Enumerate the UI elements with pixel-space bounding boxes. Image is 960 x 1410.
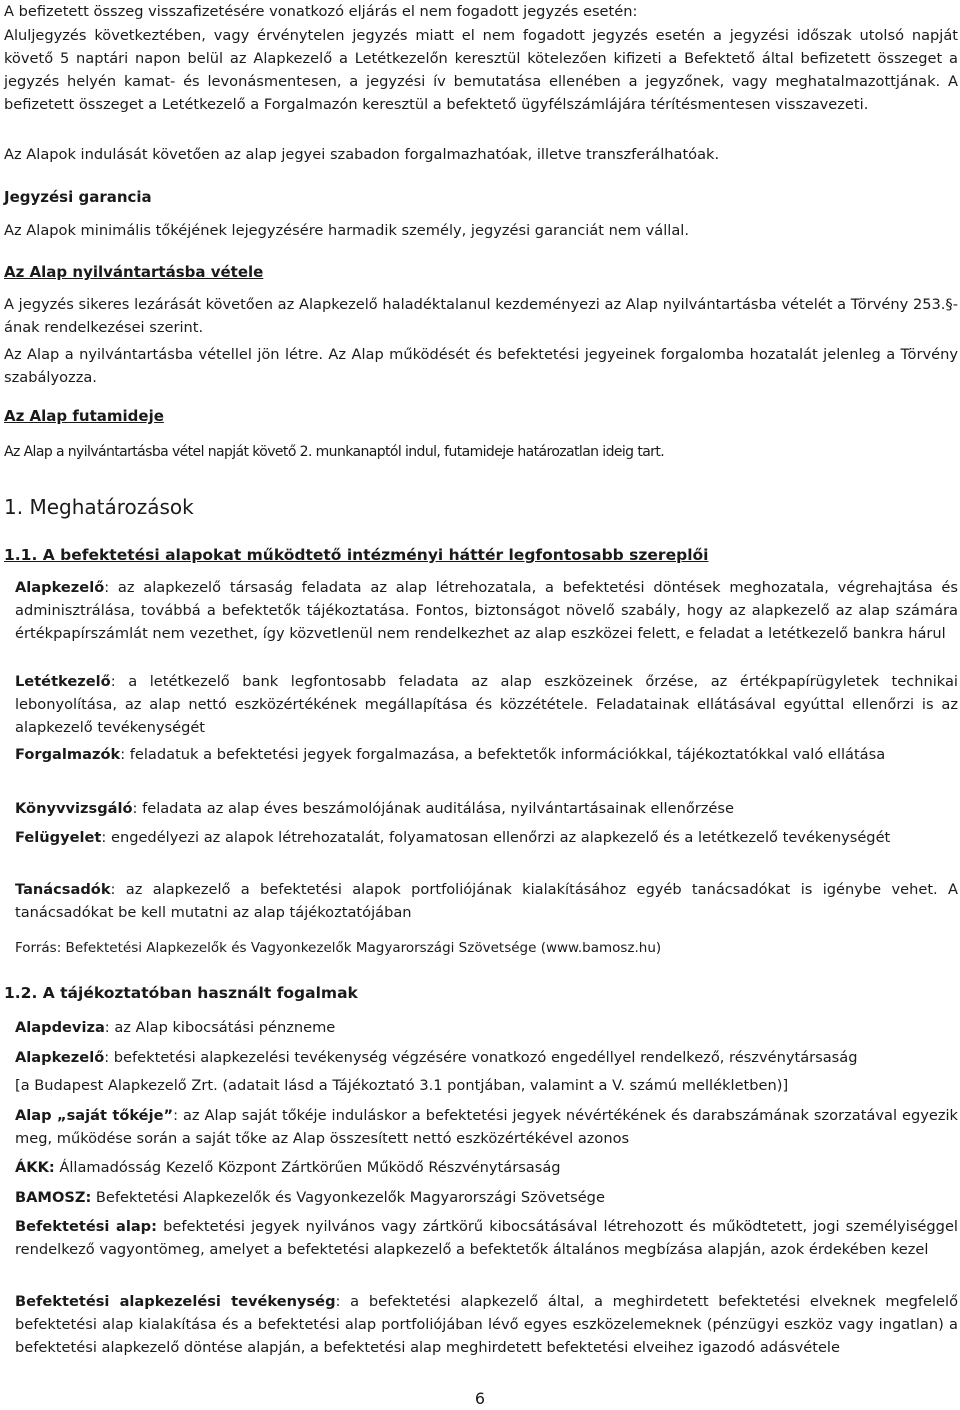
paragraph-registration-1: A jegyzés sikeres lezárását követően az Alapkezelő haladéktalanul kezdeményezi az Alap nyilvántartásba vételét a Törvény 253.§-ának rendelkezései szerint. [4, 296, 958, 336]
role-term: Felügyelet [15, 829, 102, 846]
paragraph-registration-2: Az Alap a nyilvántartásba vétellel jön létre. Az Alap működését és befektetési jegyeinek forgalomba hozatalát jelenleg a Törvény szabályozza. [4, 346, 958, 386]
term-name: Befektetési alapkezelési tevékenység [15, 1293, 336, 1310]
role-definition [15, 576, 958, 645]
role-text: : engedélyezi az alapok létrehozatalát, folyamatosan ellenőrzi az alapkezelő és a letétkezelő tevékenységét [101, 829, 891, 846]
term-text: : az Alap saját tőkéje induláskor a befektetési jegyek névértékének és darabszámának szorzatával egyezik meg, működése során a saját tőke az Alap összesített nettó eszközértékével azonos [15, 1107, 958, 1147]
term-definition [15, 1290, 958, 1359]
role-text: : a letétkezelő bank legfontosabb feladata az alap eszközeinek őrzése, az értékpapírügyletek technikai lebonyolítása, az alap nettó eszközértékének megállapítása és közzététele. Feladatainak ellátásával egyúttal ellenőrzi is az alapkezelő tevékenységét [15, 673, 958, 736]
term-definition [15, 1074, 958, 1097]
heading-fund-term: Az Alap futamideje [4, 407, 164, 425]
term-text: Befektetési Alapkezelők és Vagyonkezelők Magyarországi Szövetsége [91, 1189, 605, 1206]
term-name: BAMOSZ: [15, 1189, 92, 1206]
term-name: Alap „saját tőkéje” [15, 1107, 174, 1124]
subsection-heading-institutional-background: 1.1. A befektetési alapokat működtető intézményi háttér legfontosabb szereplői [4, 546, 709, 564]
role-text: : az alapkezelő társaság feladata az alap létrehozatala, a befektetési döntések meghozatala, végrehajtása és adminisztrálása, továbbá a befektetők tájékoztatása. Fontos, biztonságot növelő szabály, hogy az alapkezelő az alap számára értékpapírszámlát nem vezethet, így közvetlenül nem rendelkezhet az alap eszközei felett, e feladat a letétkezelő bankra hárul [15, 579, 958, 642]
role-term: Forgalmazók [15, 746, 121, 763]
role-text: : feladatuk a befektetési jegyek forgalmazása, a befektetők információkkal, tájékoztatókkal való ellátása [120, 746, 886, 763]
role-definition [15, 878, 958, 924]
paragraph-refund-intro: A befizetett összeg visszafizetésére vonatkozó eljárás el nem fogadott jegyzés esetén: [4, 3, 638, 20]
role-term: Tanácsadók [15, 881, 111, 898]
term-definition [15, 1016, 958, 1039]
role-text: : feladata az alap éves beszámolójának auditálása, nyilvántartásainak ellenőrzése [132, 800, 734, 817]
term-definition [15, 1186, 958, 1209]
paragraph-subscription-guarantee: Az Alapok minimális tőkéjének lejegyzésére harmadik személy, jegyzési garanciát nem vállal. [4, 222, 689, 239]
role-text: : az alapkezelő a befektetési alapok portfoliójának kialakításához egyéb tanácsadókat is igénybe vehet. A tanácsadókat be kell mutatni az alap tájékoztatójában [15, 881, 958, 921]
page-number: 6 [474, 1389, 486, 1408]
term-name: Alapdeviza [15, 1019, 105, 1036]
source-citation: Forrás: Befektetési Alapkezelők és Vagyonkezelők Magyarországi Szövetsége (www.bamosz.hu) [15, 940, 662, 956]
term-text: Államadósság Kezelő Központ Zártkörűen Működő Részvénytársaság [54, 1159, 561, 1176]
term-text: : az Alap kibocsátási pénzneme [104, 1019, 336, 1036]
section-heading-definitions: 1. Meghatározások [4, 495, 194, 519]
term-name: Befektetési alap: [15, 1218, 157, 1235]
paragraph-fund-term: Az Alap a nyilvántartásba vétel napját követő 2. munkanaptól indul, futamideje határozatlan ideig tart. [4, 444, 665, 460]
role-definition [15, 670, 958, 739]
term-definition [15, 1046, 958, 1069]
term-definition [15, 1156, 958, 1179]
term-text: : a befektetési alapkezelő által, a meghirdetett befektetési elveknek megfelelő befektetési alap kialakítása és a befektetési alap portfoliójában lévő egyes eszközelemeknek (pénzügyi eszköz vagy ingatlan) a befektetési alapkezelő döntése alapján, a befektetési alap meghirdetett befektetési elveihez igazodó adásvétele [15, 1293, 958, 1356]
term-definition [15, 1104, 958, 1150]
term-text: befektetési jegyek nyilvános vagy zártkörű kibocsátásával létrehozott és működtetett, jogi személyiséggel rendelkező vagyontömeg, amelyet a befektetési alapkezelő a befektetők általános megbízása alapján, azok érdekében kezel [15, 1218, 958, 1258]
subsection-heading-terms: 1.2. A tájékoztatóban használt fogalmak [4, 984, 358, 1002]
paragraph-transferability: Az Alapok indulását követően az alap jegyei szabadon forgalmazhatóak, illetve transzferálhatóak. [4, 146, 720, 163]
heading-subscription-guarantee: Jegyzési garancia [4, 188, 152, 206]
heading-fund-registration: Az Alap nyilvántartásba vétele [4, 263, 264, 281]
role-definition [15, 797, 958, 820]
role-term: Letétkezelő [15, 673, 111, 690]
term-name: Alapkezelő [15, 1049, 105, 1066]
role-term: Alapkezelő [15, 579, 105, 596]
term-text: : befektetési alapkezelési tevékenység végzésére vonatkozó engedéllyel rendelkező, részvénytársaság [104, 1049, 858, 1066]
term-definition [15, 1215, 958, 1261]
term-text: [a Budapest Alapkezelő Zrt. (adatait lásd a Tájékoztató 3.1 pontjában, valamint a V. számú mellékletben)] [15, 1077, 789, 1094]
role-definition [15, 826, 958, 849]
paragraph-refund-procedure: Aluljegyzés következtében, vagy érvénytelen jegyzés miatt el nem fogadott jegyzés esetén a jegyzési időszak utolsó napját követő 5 naptári napon belül az Alapkezelő a Letétkezelőn keresztül kötelezően kifizeti a Befektető által befizetett összeget a jegyzés helyén kamat- és levonásmentesen, a jegyzési ív bemutatása ellenében a jegyzőnek, vagy meghatalmazottjának. A befizetett összeget a Letétkezelő a Forgalmazón keresztül a befektető ügyfélszámlájára térítésmentesen visszavezeti. [4, 27, 958, 113]
term-name: ÁKK: [15, 1159, 55, 1176]
role-definition [15, 743, 958, 766]
role-term: Könyvvizsgáló [15, 800, 133, 817]
